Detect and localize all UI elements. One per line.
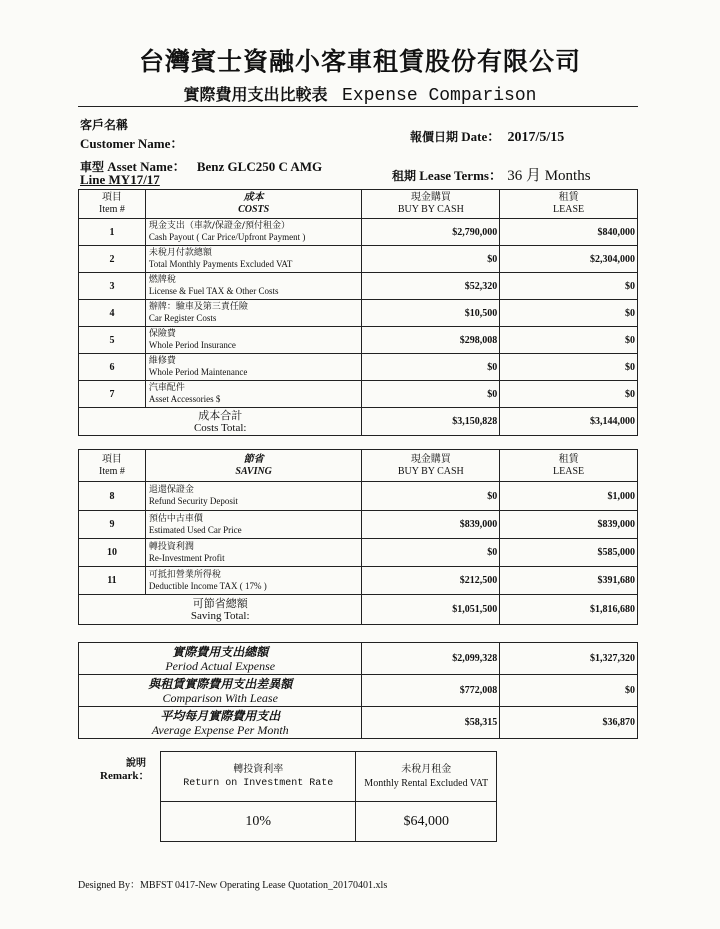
lease-terms-value: 36 月 Months: [507, 168, 591, 184]
table-row: 7 汽車配件 Asset Accessories $ $0 $0: [79, 381, 638, 408]
table-row: 8 退還保證金 Refund Security Deposit $0 $1,000: [79, 482, 638, 511]
remark-header-row: 轉投資利率 Return on Investment Rate 未稅月租金 Monthly Rental Excluded VAT: [161, 752, 497, 802]
lease-terms: 租期 Lease Terms： 36 月 Months: [392, 168, 591, 184]
remark-value-row: [161, 802, 497, 842]
item-header: 項目 Item #: [79, 190, 146, 219]
saving-header: 節省 SAVING: [145, 450, 362, 482]
item-header: 項目 Item #: [79, 450, 146, 482]
roi-rate: 10%: [161, 802, 356, 842]
table-row: 3 燃牌稅 License & Fuel TAX & Other Costs $52,320 $0: [79, 273, 638, 300]
summary-table: [78, 642, 638, 739]
document-title: [0, 82, 720, 106]
quote-date: 報價日期 Date： 2017/5/15: [410, 129, 565, 145]
cash-header: 現金購買 BUY BY CASH: [362, 450, 500, 482]
cash-header: 現金購買 BUY BY CASH: [362, 190, 500, 219]
table-row: 5 保險費 Whole Period Insurance $298,008 $0: [79, 327, 638, 354]
table-row: 1 現金支出（車款/保證金/預付租金） Cash Payout ( Car Price/Upfront Payment ) $2,790,000 $840,000: [79, 219, 638, 246]
title-zh: 實際費用支出比較表: [183, 85, 328, 104]
asset-name: 車型 Asset Name： Benz GLC250 C AMG: [80, 159, 323, 174]
customer-label: 客戶名稱 Customer Name：: [80, 118, 184, 151]
saving-total-lease: $1,816,680: [500, 595, 638, 625]
lease-header: 租賃 LEASE: [500, 450, 638, 482]
asset-name-value: Benz GLC250 C AMG: [196, 159, 323, 174]
costs-total-cash: $3,150,828: [362, 408, 500, 436]
quote-date-value: 2017/5/15: [507, 130, 565, 145]
saving-total-cash: $1,051,500: [362, 595, 500, 625]
summary-row: 平均每月實際費用支出 Average Expense Per Month $58,315 $36,870: [79, 707, 638, 739]
table-row: 4 辦牌：驗車及第三責任險 Car Register Costs $10,500 $0: [79, 300, 638, 327]
title-en: Expense Comparison: [342, 86, 537, 106]
saving-table: [78, 449, 638, 625]
title-rule: [78, 106, 638, 107]
costs-header-row: [79, 190, 638, 219]
costs-total-row: 成本合計 Costs Total: $3,150,828 $3,144,000: [79, 408, 638, 436]
lease-header: 租賃 LEASE: [500, 190, 638, 219]
asset-line: Line MY17/17: [80, 172, 160, 187]
costs-total-lease: $3,144,000: [500, 408, 638, 436]
table-row: 6 維修費 Whole Period Maintenance $0 $0: [79, 354, 638, 381]
table-row: 10 轉投資利潤 Re-Investment Profit $0 $585,000: [79, 539, 638, 567]
footer: Designed By：MBFST 0417-New Operating Lease Quotation_20170401.xls: [78, 880, 388, 891]
summary-row: 與租賃實際費用支出差異額 Comparison With Lease $772,008 $0: [79, 675, 638, 707]
saving-header-row: [79, 450, 638, 482]
table-row: 11 可抵扣營業所得稅 Deductible Income TAX ( 17% ) $212,500 $391,680: [79, 567, 638, 595]
table-row: 9 預估中古車價 Estimated Used Car Price $839,000 $839,000: [79, 511, 638, 539]
monthly-rental: $64,000: [356, 802, 497, 842]
remark-label: 說明 Remark：: [100, 758, 150, 782]
summary-row: 實際費用支出總額 Period Actual Expense $2,099,328 $1,327,320: [79, 643, 638, 675]
table-row: 2 未稅月付款總額 Total Monthly Payments Excluded VAT $0 $2,304,000: [79, 246, 638, 273]
company-name: 台灣賓士資融小客車租賃股份有限公司: [138, 47, 581, 76]
saving-total-row: 可節省總額 Saving Total: $1,051,500 $1,816,680: [79, 595, 638, 625]
costs-table: [78, 189, 638, 436]
costs-header: 成本 COSTS: [145, 190, 362, 219]
remark-table: [160, 751, 497, 842]
